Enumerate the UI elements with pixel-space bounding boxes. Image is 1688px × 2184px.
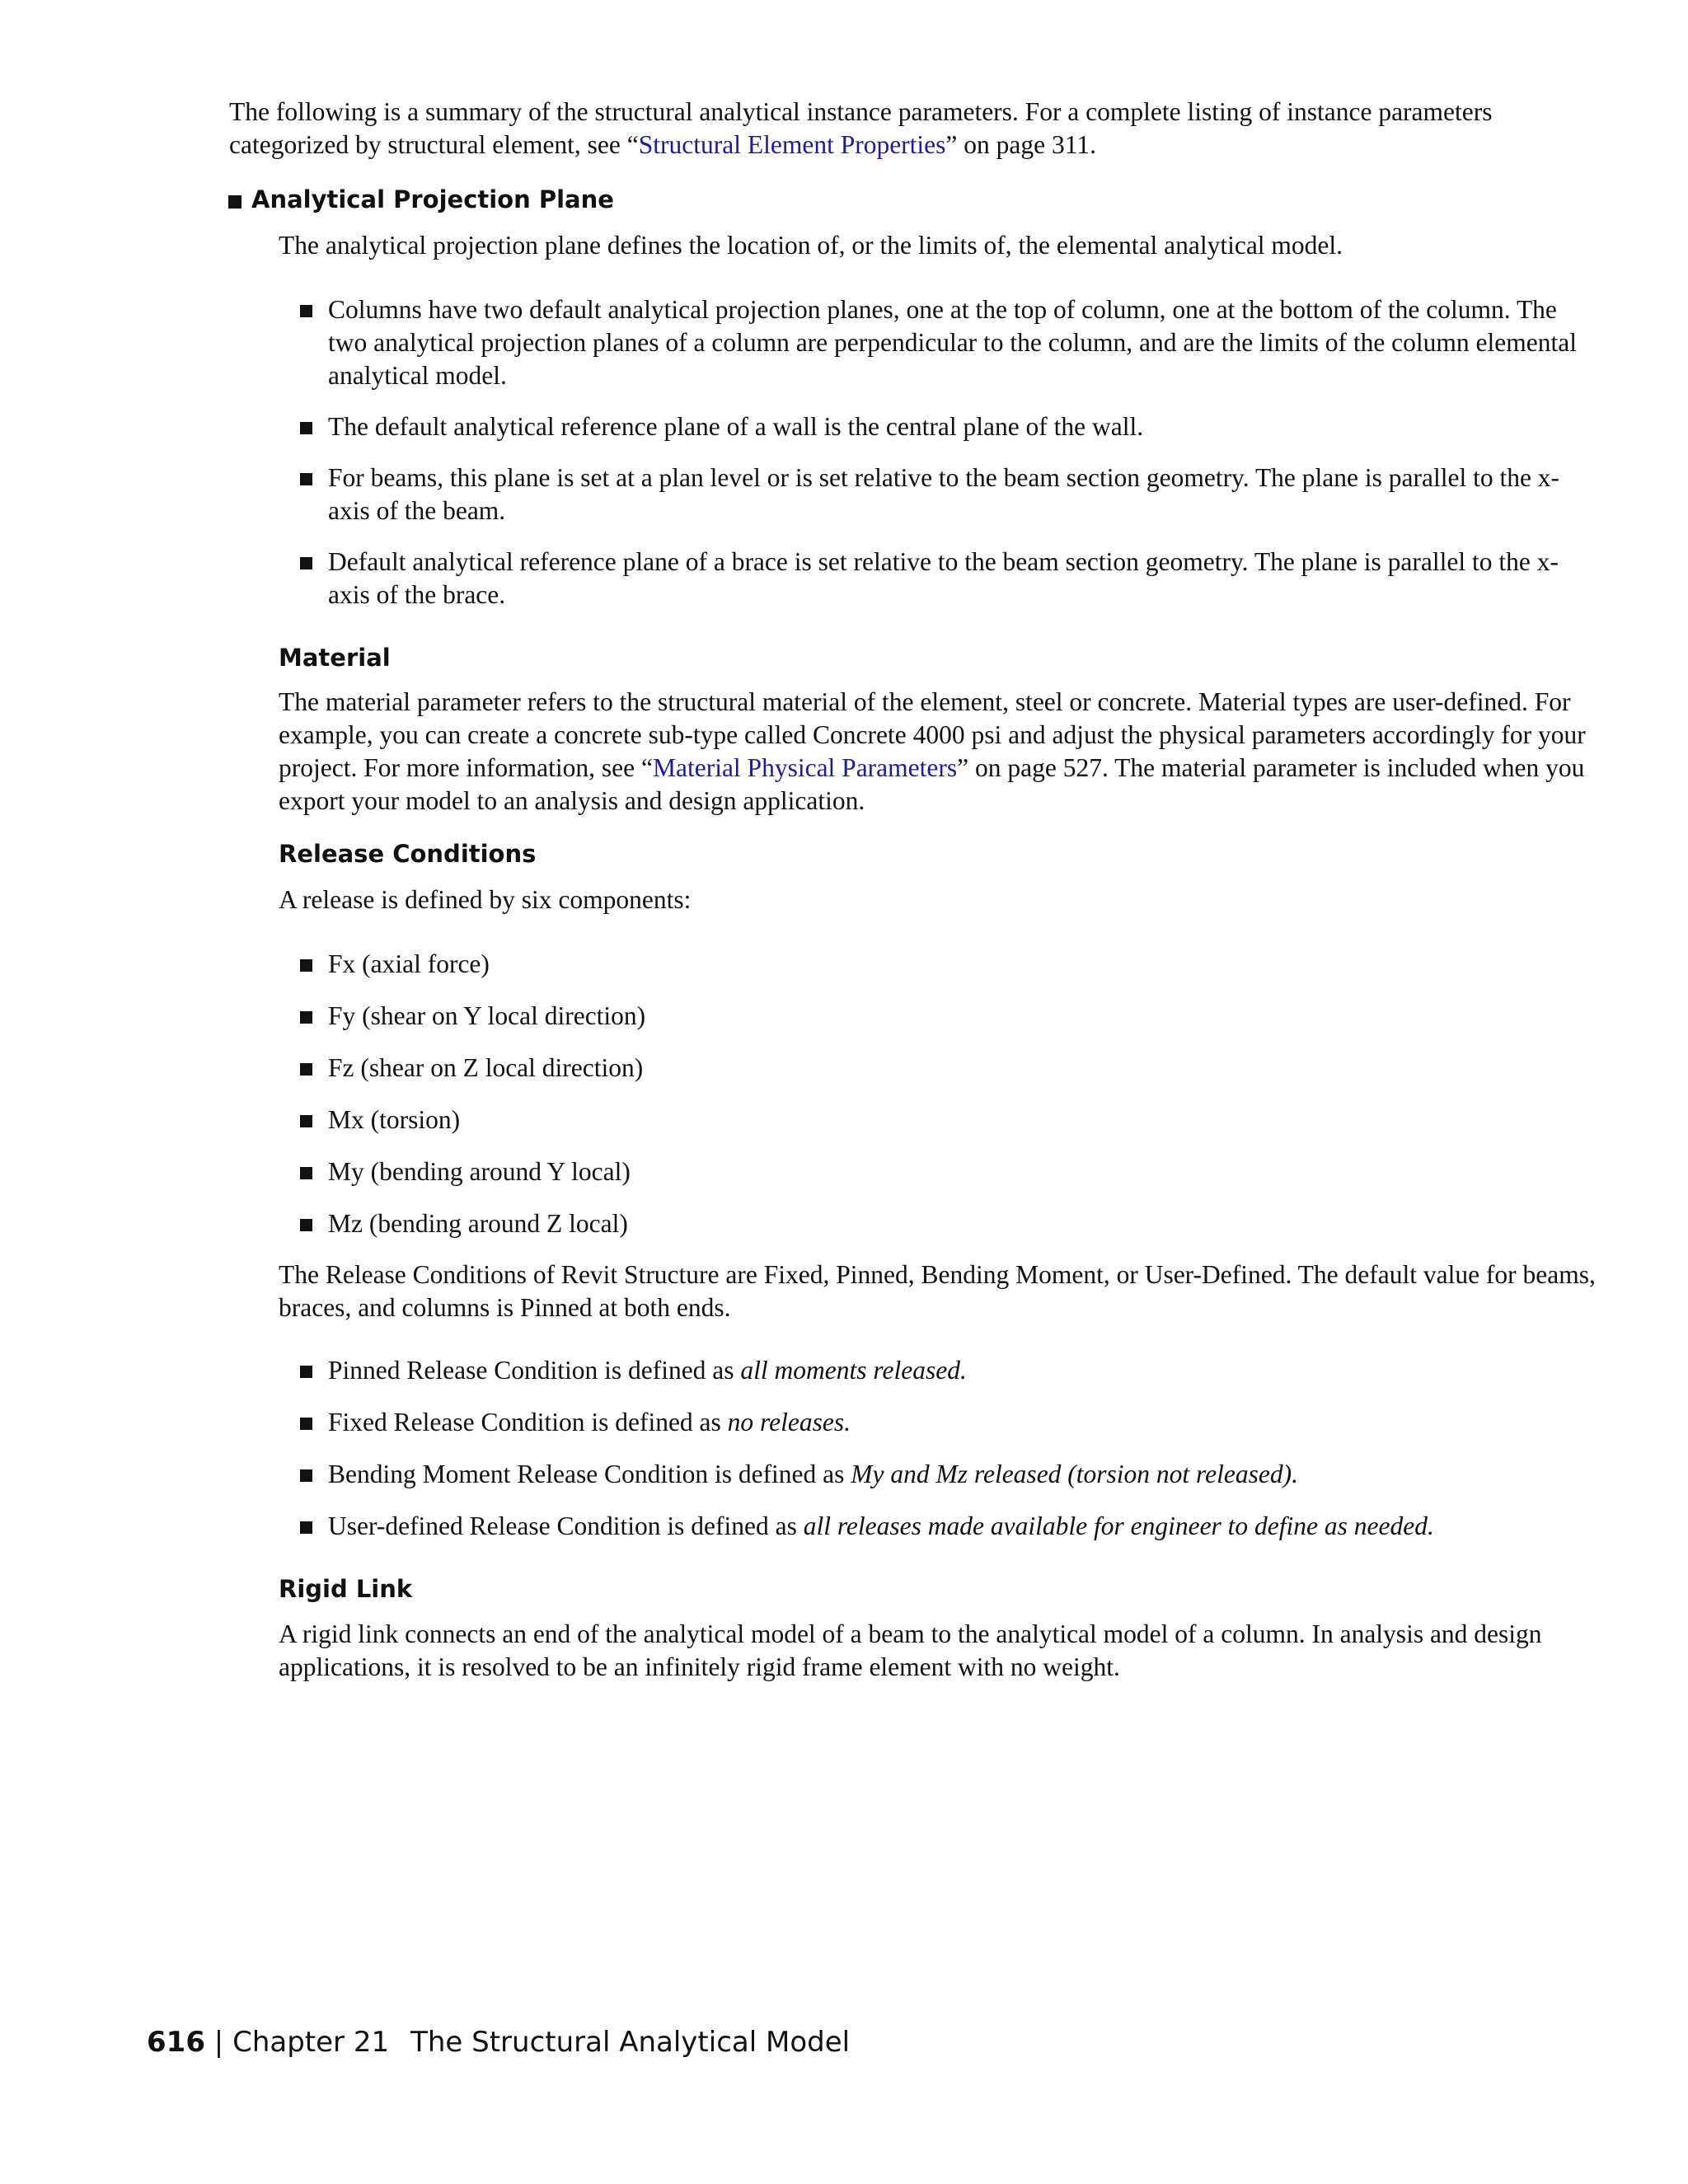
projection-plane-heading: Analytical Projection Plane (251, 185, 614, 213)
page-number: 616 (147, 2026, 205, 2059)
list-item: Mx (torsion) (328, 1104, 1577, 1137)
bullet-square-icon (300, 959, 312, 972)
bullet-square-icon (300, 1063, 312, 1076)
list-item: Default analytical reference plane of a brace is set relative to the beam section geometry. The plane is parallel to the x-axis of the brace. (328, 546, 1577, 612)
intro-text-after: ” on page 311. (945, 130, 1096, 159)
bullet-square-icon (300, 1115, 312, 1127)
list-item: Bending Moment Release Condition is defined as My and Mz released (torsion not released). (328, 1458, 1577, 1491)
rigid-link-paragraph: A rigid link connects an end of the analytical model of a beam to the analytical model of a column. In analysis and design applications, it is resolved to be an infinitely rigid frame element with no weight. (279, 1619, 1542, 1681)
list-item: Fx (axial force) (328, 948, 1577, 981)
chapter-title: The Structural Analytical Model (410, 2026, 851, 2059)
bullet-square-icon (300, 473, 312, 485)
release-definitions-list (328, 1354, 1577, 1543)
release-conditions-heading: Release Conditions (279, 840, 537, 868)
projection-plane-list (328, 293, 1577, 612)
list-item: Fixed Release Condition is defined as no releases. (328, 1406, 1577, 1439)
bullet-square-icon (228, 195, 241, 209)
list-item: Columns have two default analytical projection planes, one at the top of column, one at the bottom of the column. The two analytical projection planes of a column are perpendicular to the column, and are the limits of the column elemental analytical model. (328, 293, 1577, 392)
list-item: User-defined Release Condition is defined as all releases made available for engineer to define as needed. (328, 1510, 1577, 1543)
material-physical-parameters-link[interactable]: Material Physical Parameters (652, 753, 958, 782)
footer-separator: | (213, 2026, 224, 2059)
chapter-label: Chapter 21 (232, 2026, 390, 2059)
list-item: Pinned Release Condition is defined as all moments released. (328, 1354, 1577, 1387)
list-item: For beams, this plane is set at a plan level or is set relative to the beam section geometry. The plane is parallel to the x-axis of the beam. (328, 462, 1577, 527)
release-conditions-intro: A release is defined by six components: (279, 885, 692, 914)
page-footer (147, 2024, 850, 2060)
intro-text: The following is a summary of the structural analytical instance parameters. For a complete listing of instance parameters categorized by structural element, see “ (229, 97, 1493, 159)
structural-element-properties-link[interactable]: Structural Element Properties (638, 130, 946, 159)
list-item: Fy (shear on Y local direction) (328, 1000, 1577, 1033)
material-heading: Material (279, 644, 391, 672)
release-components-list (328, 948, 1577, 1240)
material-paragraph: The material parameter refers to the structural material of the element, steel or concrete. Material types are user-defined. For example, you can create a concrete sub-type called Concrete 4000 psi and adjust the physical parameters accordingly for your project. For more information, see “Material Physical Parameters” on page 527. The material parameter is included when you export your model to an analysis and design application. (279, 687, 1586, 815)
bullet-square-icon (300, 557, 312, 569)
release-conditions-summary: The Release Conditions of Revit Structure are Fixed, Pinned, Bending Moment, or User-Defined. The default value for beams, braces, and columns is Pinned at both ends. (279, 1260, 1596, 1322)
list-item: Mz (bending around Z local) (328, 1207, 1577, 1240)
list-item: Fz (shear on Z local direction) (328, 1052, 1577, 1085)
list-item: My (bending around Y local) (328, 1155, 1577, 1188)
list-item: The default analytical reference plane of a wall is the central plane of the wall. (328, 410, 1577, 443)
rigid-link-heading: Rigid Link (279, 1575, 413, 1603)
bullet-square-icon (300, 1366, 312, 1378)
bullet-square-icon (300, 305, 312, 317)
intro-paragraph (229, 96, 1597, 162)
bullet-square-icon (300, 1219, 312, 1231)
bullet-square-icon (300, 1469, 312, 1482)
bullet-square-icon (300, 1011, 312, 1024)
bullet-square-icon (300, 422, 312, 434)
bullet-square-icon (300, 1521, 312, 1534)
projection-plane-description: The analytical projection plane defines the location of, or the limits of, the elemental analytical model. (279, 231, 1343, 260)
bullet-square-icon (300, 1418, 312, 1430)
projection-plane-section (251, 183, 1620, 216)
bullet-square-icon (300, 1167, 312, 1179)
